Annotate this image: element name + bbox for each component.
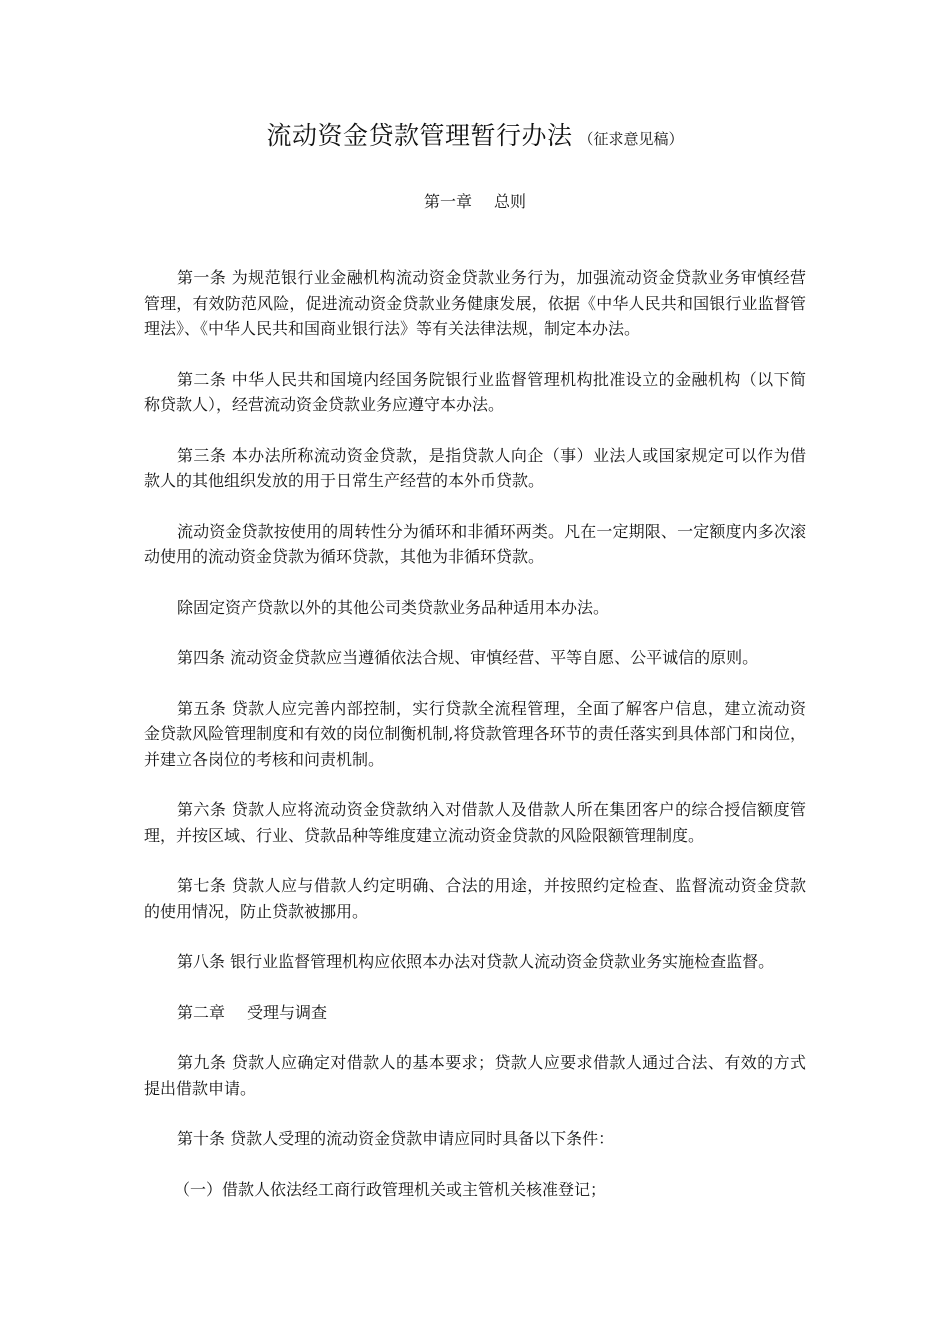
paragraph-scope: 除固定资产贷款以外的其他公司类贷款业务品种适用本办法。 [177, 597, 610, 617]
paragraph-article-2: 第二条 中华人民共和国境内经国务院银行业监督管理机构批准设立的金融机构（以下简称贷款人），经营流动资金贷款业务应遵守本办法。 [144, 369, 806, 414]
chapter-2-heading [144, 1000, 806, 1026]
document-body [144, 265, 806, 1227]
paragraph-article-10: 第十条 贷款人受理的流动资金贷款申请应同时具备以下条件： [177, 1129, 615, 1148]
paragraph-condition-1: （一）借款人依法经工商行政管理机关或主管机关核准登记； [174, 1179, 607, 1199]
paragraph-article-7: 第七条 贷款人应与借款人约定明确、合法的用途，并按照约定检查、监督流动资金贷款的使用情况，防止贷款被挪用。 [144, 876, 806, 921]
document-title: 流动资金贷款管理暂行办法 [266, 121, 573, 150]
chapter-1-number: 第一章 [423, 192, 472, 211]
chapter-1-name: 总则 [494, 192, 527, 211]
document-title-row [0, 116, 950, 159]
paragraph-loan-types: 流动资金贷款按使用的周转性分为循环和非循环两类。凡在一定期限、一定额度内多次滚动使用的流动资金贷款为循环贷款，其他为非循环贷款。 [144, 521, 806, 566]
paragraph-article-9: 第九条 贷款人应确定对借款人的基本要求；贷款人应要求借款人通过合法、有效的方式提出借款申请。 [144, 1053, 806, 1098]
paragraph-article-6: 第六条 贷款人应将流动资金贷款纳入对借款人及借款人所在集团客户的综合授信额度管理，并按区域、行业、贷款品种等维度建立流动资金贷款的风险限额管理制度。 [144, 800, 806, 845]
chapter-2-name: 受理与调查 [247, 1002, 328, 1022]
paragraph-article-8: 第八条 银行业监督管理机构应依照本办法对贷款人流动资金贷款业务实施检查监督。 [177, 952, 775, 971]
paragraph-article-5: 第五条 贷款人应完善内部控制，实行贷款全流程管理，全面了解客户信息，建立流动资金贷款风险管理制度和有效的岗位制衡机制,将贷款管理各环节的责任落实到具体部门和岗位，并建立各岗位的考核和问责机制。 [144, 698, 806, 769]
document-title-note: （征求意见稿） [578, 130, 684, 148]
chapter-2-number: 第二章 [177, 1002, 226, 1022]
paragraph-article-4: 第四条 流动资金贷款应当遵循依法合规、审慎经营、平等自愿、公平诚信的原则。 [177, 648, 759, 667]
chapter-1-heading [0, 190, 950, 214]
paragraph-article-3: 第三条 本办法所称流动资金贷款，是指贷款人向企（事）业法人或国家规定可以作为借款人的其他组织发放的用于日常生产经营的本外币贷款。 [144, 445, 806, 490]
paragraph-article-1: 第一条 为规范银行业金融机构流动资金贷款业务行为，加强流动资金贷款业务审慎经营管理，有效防范风险，促进流动资金贷款业务健康发展，依据《中华人民共和国银行业监督管理法》、《中华人民共和国商业银行法》等有关法律法规，制定本办法。 [144, 268, 806, 338]
